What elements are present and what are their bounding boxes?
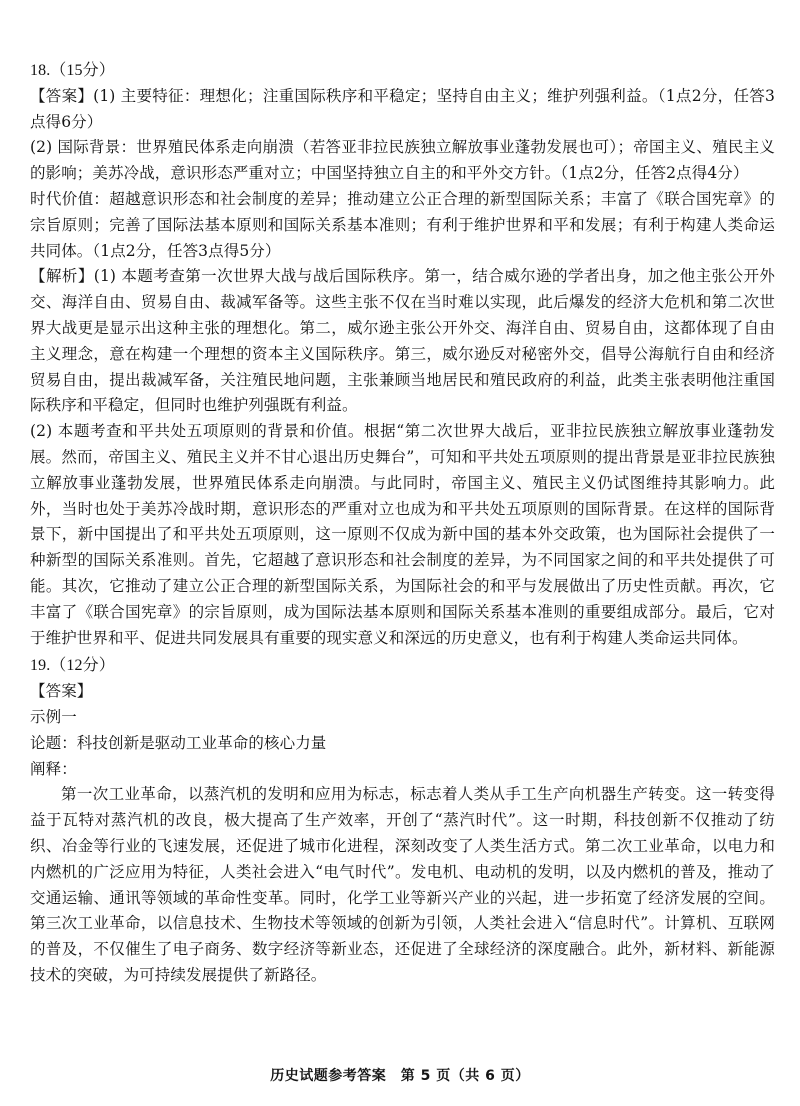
q18-answer-value: 时代价值：超越意识形态和社会制度的差异；推动建立公正合理的新型国际关系；丰富了《联合国宪章》的宗旨原则；完善了国际法基本原则和国际关系基本准则；有利于维护世界和平和发展；有利于构建人类命运共同体。（1点2分，任答3点得5分） [30, 189, 775, 260]
page-footer: 历史试题参考答案 第 5 页（共 6 页） [270, 1068, 530, 1084]
q19-explain-body: 第一次工业革命，以蒸汽机的发明和应用为标志，标志着人类从手工生产向机器生产转变。这一转变得益于瓦特对蒸汽机的改良，极大提高了生产效率，开创了“蒸汽时代”。这一时期，科技创新不仅推动了纺织、冶金等行业的飞速发展，还促进了城市化进程，深刻改变了人类生活方式。第二次工业革命，以电力和内燃机的广泛应用为特征，人类社会进入“电气时代”。发电机、电动机的发明，以及内燃机的普及，推动了交通运输、通讯等领域的革命性变革。同时，化学工业等新兴产业的兴起，进一步拓宽了经济发展的空间。第三次工业革命，以信息技术、生物技术等领域的创新为引领，人类社会进入“信息时代”。计算机、互联网的普及，不仅催生了电子商务、数字经济等新业态，还促进了全球经济的深度融合。此外，新材料、新能源技术的突破，为可持续发展提供了新路径。 [30, 785, 775, 984]
page-content [30, 58, 775, 989]
q19-answer-label: 【答案】 [30, 682, 93, 701]
q18-analysis-part1: 【解析】(1) 本题考查第一次世界大战与战后国际秩序。第一，结合威尔逊的学者出身，加之他主张公开外交、海洋自由、贸易自由、裁减军备等。这些主张不仅在当时难以实现，此后爆发的经济大危机和第二次世界大战更是显示出这种主张的理想化。第二，威尔逊主张公开外交、海洋自由、贸易自由，这都体现了自由主义理念，意在构建一个理想的资本主义国际秩序。第三，威尔逊反对秘密外交，倡导公海航行自由和经济贸易自由，提出裁减军备，关注殖民地问题，主张兼顾当地居民和殖民政府的利益，此类主张表明他注重国际秩序和平稳定，但同时也维护列强既有利益。 [30, 267, 775, 415]
q19-thesis: 论题：科技创新是驱动工业革命的核心力量 [30, 733, 327, 752]
question-19-number: 19.（12分） [30, 657, 115, 675]
q18-answer-part2: (2) 国际背景：世界殖民体系走向崩溃（若答亚非拉民族独立解放事业蓬勃发展也可）；帝国主义、殖民主义的影响；美苏冷战，意识形态严重对立；中国坚持独立自主的和平外交方针。（1点2分，任答2点得4分） [30, 138, 775, 183]
q19-explain-label: 阐释： [30, 759, 77, 778]
q19-example-label: 示例一 [30, 707, 77, 726]
q18-analysis-part2: (2) 本题考查和平共处五项原则的背景和价值。根据“第二次世界大战后，亚非拉民族独立解放事业蓬勃发展。然而，帝国主义、殖民主义并不甘心退出历史舞台”，可知和平共处五项原则的提出背景是亚非拉民族独立解放事业蓬勃发展，世界殖民体系走向崩溃。与此同时，帝国主义、殖民主义仍试图维持其影响力。此外，当时也处于美苏冷战时期，意识形态的严重对立也成为和平共处五项原则的国际背景。在这样的国际背景下，新中国提出了和平共处五项原则，这一原则不仅成为新中国的基本外交政策，也为国际社会提供了一种新型的国际关系准则。首先，它超越了意识形态和社会制度的差异，为不同国家之间的和平共处提供了可能。其次，它推动了建立公正合理的新型国际关系，为国际社会的和平与发展做出了历史性贡献。再次，它丰富了《联合国宪章》的宗旨原则，成为国际法基本原则和国际关系基本准则的重要组成部分。最后，它对于维护世界和平、促进共同发展具有重要的现实意义和深远的历史意义，也有利于构建人类命运共同体。 [30, 422, 775, 647]
q18-answer-part1: 【答案】(1) 主要特征：理想化；注重国际秩序和平稳定；坚持自由主义；维护列强利益。（1点2分，任答3点得6分） [30, 86, 775, 131]
question-18-number: 18.（15分） [30, 62, 115, 79]
